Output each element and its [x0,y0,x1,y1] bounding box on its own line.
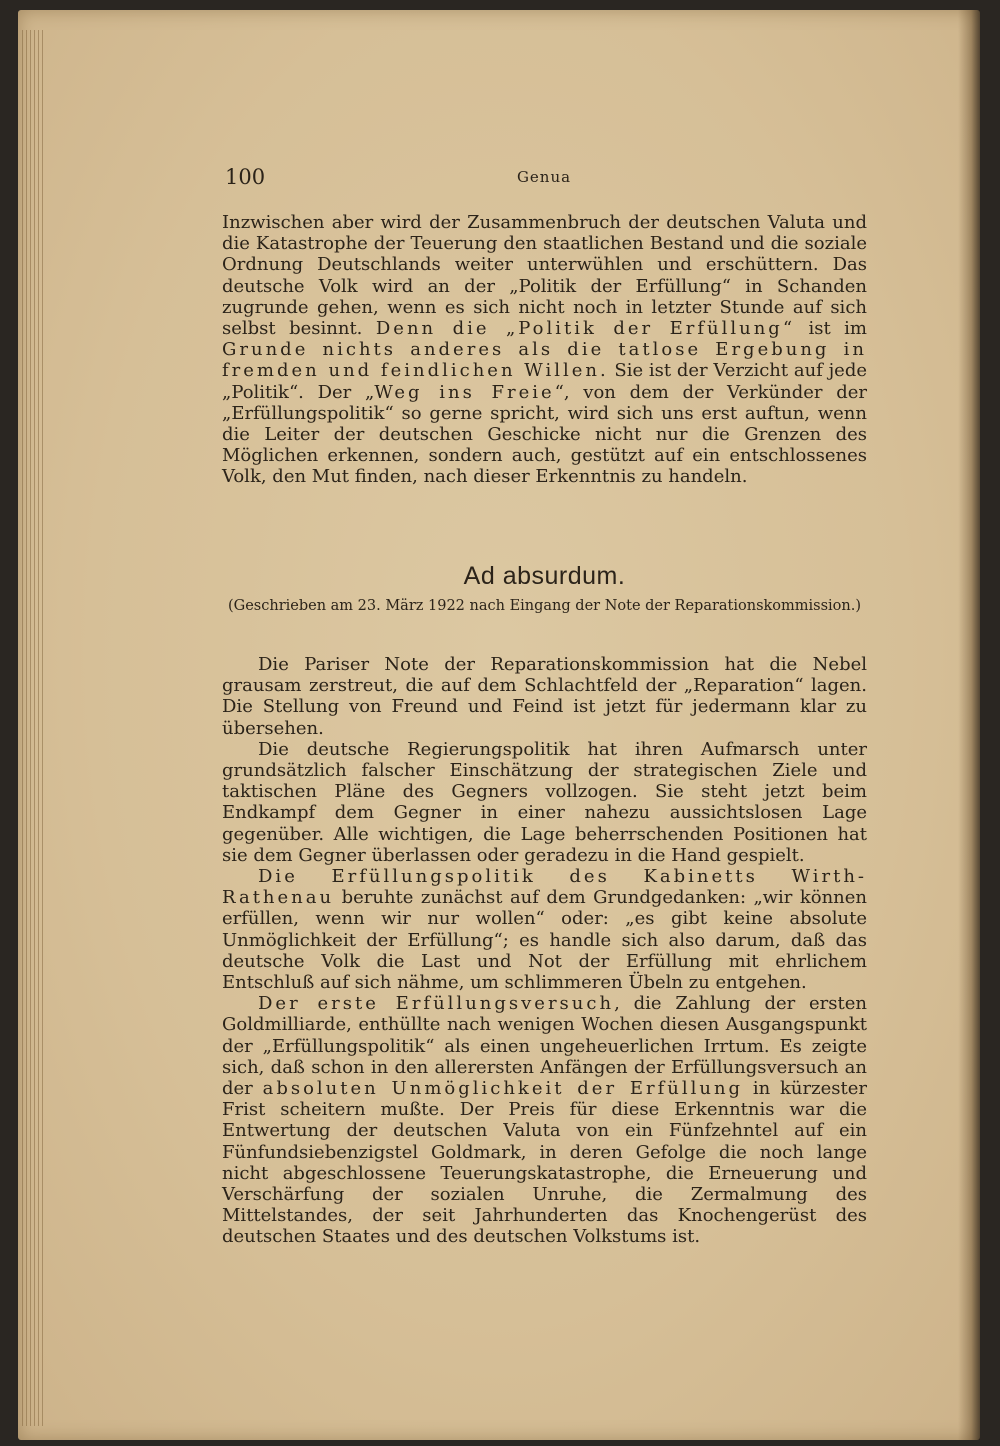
running-title: Genua [516,168,572,186]
page-number: 100 [225,165,266,189]
text-run: beruhte zunächst auf dem Grundgedanken: „wir können erfüllen, wenn wir nur wollen“ oder: „es gibt keine absolute Unmöglichkeit der Erfüllung“; es handle sich also darum, daß das deutsche Volk die Last und Not der Erfüllung mit ehrlichem Entschluß auf sich nähme, um schlimmeren Übeln zu entgehen. [222,887,867,994]
spaced-emphasis: Grunde nichts anderes als die tatlose Ergebung in fremden und feindlichen Willen. [222,339,867,382]
paragraph [222,866,867,993]
paragraph: Die Pariser Note der Reparationskommission hat die Nebel grausam zerstreut, die auf dem Schlachtfeld der „Reparation“ lagen. Die Stellung von Freund und Feind ist jetzt für jedermann klar zu übersehen. [222,654,867,739]
spaced-emphasis: Die Erfüllungspolitik des Kabinetts Wirth-Rathenau [222,866,867,909]
page-edge [22,30,23,1426]
spaced-emphasis: Der erste Erfüllungsversuch [258,993,615,1015]
paragraph [222,993,867,1247]
text-run: “, von dem der Verkünder der „Erfüllungspolitik“ so gerne spricht, wird sich uns erst auftun, wenn die Leiter der deutschen Geschicke nicht nur die Grenzen des Möglichen erkennen, sondern auch, gestützt auf ein entschlossenes Volk, den Mut finden, nach dieser Erkenntnis zu handeln. [222,381,867,488]
paragraph [222,212,867,488]
spaced-emphasis: absoluten Unmöglichkeit der Erfüllung [262,1078,744,1100]
text-run: Sie ist der Verzicht auf jede „Politik“. Der „ [222,360,867,403]
text-run: ist im [795,318,867,340]
book-spine-shadow [958,10,980,1440]
spaced-emphasis: Weg ins Freie [374,381,555,403]
section-continuation [222,212,867,488]
section-dateline: (Geschrieben am 23. März 1922 nach Eingang der Note der Reparationskommission.) [227,598,862,614]
section-body [222,654,867,1248]
page-edge [30,30,31,1426]
section-heading: Ad absurdum. [463,562,626,590]
text-run: Inzwischen aber wird der Zusammenbruch der deutschen Valuta und die Katastrophe der Teuerung den staatlichen Bestand und die soziale Ordnung Deutschlands weiter unterwühlen und erschüttern. Das deutsche Volk wird an der „Politik der Erfüllung“ in Schanden zugrunde gehen, wenn es sich nicht noch in letzter Stunde auf sich selbst besinnt. [222,212,867,340]
page-edge [38,30,39,1426]
page-edge [26,30,27,1426]
text-run: , die Zahlung der ersten Goldmilliarde, enthüllte nach wenigen Wochen diesen Ausgangspunkt der „Erfüllungspolitik“ als einen ungeheuerlichen Irrtum. Es zeigte sich, daß schon in den allerersten Anfängen der Erfüllungsversuch an der [222,993,867,1100]
page-edge [42,30,43,1426]
text-run: in kürzester Frist scheitern mußte. Der Preis für diese Erkenntnis war die Entwertung der deutschen Valuta von ein Fünfzehntel auf ein Fünfundsiebenzigstel Goldmark, in deren Gefolge die noch lange nicht abgeschlossene Teuerungskatastrophe, die Erneuerung und Verschärfung der sozialen Unruhe, die Zermalmung des Mittelstandes, der seit Jahrhunderten das Knochengerüst des deutschen Staates und des deutschen Volkstums ist. [222,1078,867,1248]
spaced-emphasis: Denn die „Politik der Erfüllung“ [375,318,796,340]
paragraph: Die deutsche Regierungspolitik hat ihren Aufmarsch unter grundsätzlich falscher Einschätzung der strategischen Ziele und taktischen Pläne des Gegners vollzogen. Sie steht jetzt beim Endkampf dem Gegner in einer nahezu aussichtslosen Lage gegenüber. Alle wichtigen, die Lage beherrschenden Positionen hat sie dem Gegner überlassen oder geradezu in die Hand gespielt. [222,738,867,866]
page-edge [34,30,35,1426]
running-header [220,165,868,195]
